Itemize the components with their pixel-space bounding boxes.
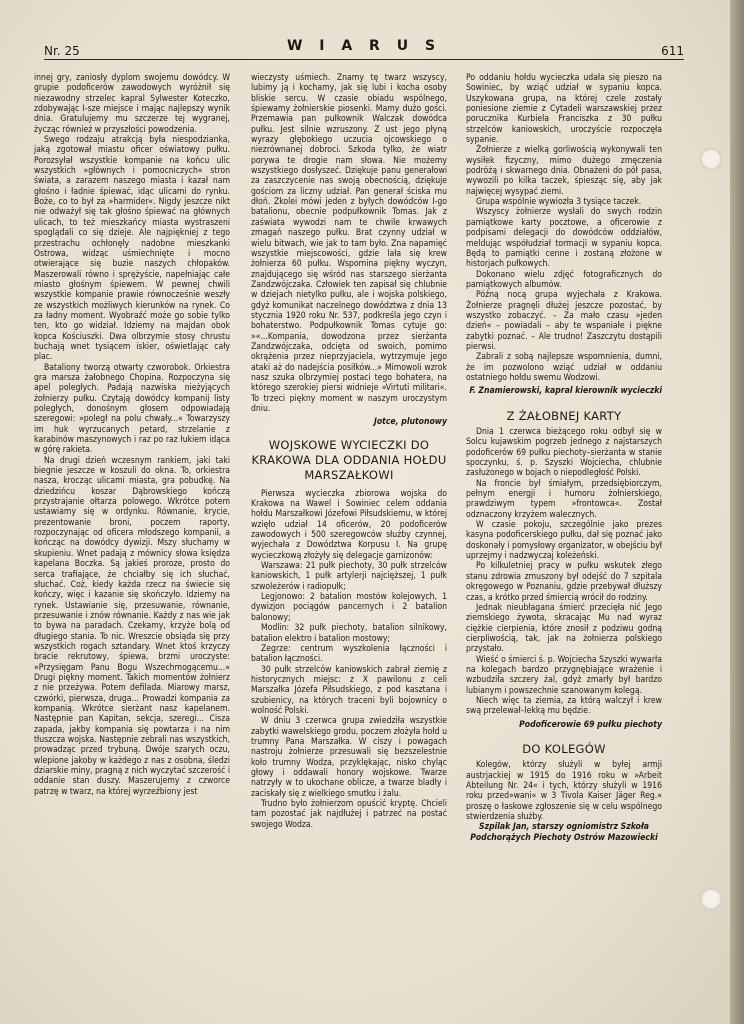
paragraph: Żołnierze z wielką gorliwością wykonywali ten wysiłek fizyczny, mimo dużego zmęczenia podróżą i skwarnego dnia. Obnażeni do pół pasa, wywozili po kilka taczek, śpiesząc się, aby jak najwięcej wysypać ziemi. — [466, 145, 662, 197]
paragraph: Wszyscy żołnierze wysłali do swych rodzin pamiątkowe karty pocztowe, a oficerowie z podpisami delegacji do dowódców oddziałów, meldując współudział tormacji w sypaniu kopca. Będą to pamiątki cenne i zostaną złożone w historjach pułkowych. — [466, 207, 662, 270]
paragraph: Warszawa: 21 pułk piechoty, 30 pułk strzelców kaniowskich, 1 pułk artylerji najcięższej, 1 pułk szwoleżerów i radiopułk; — [251, 561, 447, 592]
paragraph: Jednak nieubłagana śmierć przecięła nić Jego ziemskiego żywota, skracając Mu nad wyraz ciężkie cierpienia, które znosił z podziwu godną cierpliwością, tak, jak na żołnierza polskiego przystało. — [466, 602, 662, 655]
article-heading: DO KOLEGÓW — [522, 741, 606, 756]
column-3 — [466, 73, 662, 843]
paragraph: Wieść o śmierci ś. p. Wojciecha Szyszki wywarła na kolegach bardzo przygnębiające wrażenie i wzbudziła szczery żal, gdyż zmarły był bardzo lubianym i powszechnie szanowanym kolegą. — [466, 654, 662, 696]
paragraph: wieczysty uśmiech. Znamy tę twarz wszyscy, lubimy ją i kochamy, jak się lubi i kocha osoby bliskie sercu. W czasie obiadu wspólnego, śpiewamy żołnierskie piosenki. Mamy dużo gości. Przemawia pan pułkownik Walczak dowódca pułku. Jest silnie wzruszony. Z ust jego płyną wyrazy głębokiego uczucia ojcowskiego o niezrównanej dobroci. Szkoda tylko, że wiatr porywa te drogie nam słowa. Nie możemy wszystkiego dosłyszeć. Dziękuje panu generałowi za zaszczycenie nas swoją obecnością, dziękuje gościom za liczny udział. Pan generał ściska mu dłoń. Zkolei mówi jeden z byłych dowódców I-go batalionu, obecnie podpułkownik Tomas. Jak z zaświata wywodzi nam te chwile krwawych zmagań naszego pułku. Brat czynny udział w wielu bitwach, wie jak to tam było. Zna napamięć wszystkie miejscowości, gdzie lała się krew żołnierza 60 pułku. Wspomina piękny wyczyn, znajdującego się wśród nas starszego sierżanta Zandzwójczaka. Człowiek ten zapisał się chlubnie w dziejach nietylko pułku, ale i wojska polskiego, gdyż komunikat naczelnego dowództwa z dnia 13 stycznia 1920 roku Nr. 537, podkreśla jego czyn i bohaterstwo. Podpułkownik Tomas cytuje go: »«...Kompania, dowodzona przez sierżanta Zandzwójczaka, odcięta od swoich, pomimo okrążenia przez nieprzyjaciela, wytrzymuje jego ataki aż do nadejścia posiłków...» Mimowoli wzrok nasz szuka olbrzymiej postaci tego bohatera, na którego szerokiej piersi widnieje »Virtuti militari«. To trzeci piękny moment w naszym uroczystym dniu. — [251, 73, 447, 414]
header-rule — [44, 59, 684, 60]
paragraph: Na drugi dzień wczesnym rankiem, jaki taki biegnie jeszcze w koszuli do okna. To, orkiestra nasza, krocząc ulicami miasta, gra pobudkę. Na dziedzińcu koszar Dąbrowskiego kończą przystrajanie ołtarza polowego. Wkrótce potem ustawiamy się w ordynku. Równanie, krycie, prezentowanie broni, poczem raporty, rozpoczynając od oficera młodszego kompanii, a kończąc na dowódcy dywizji. Mszy słuchamy w skupieniu. Wnet padają z mównicy słowa księdza kapelana Boczka. Są jakieś proroze, prosto do serca trafiające, że chciałby się ich słuchać, słuchać. Coż, kiedy każda rzecz na świecie się kończy, więc i kazanie się skończyło. Idziemy na rynek. Ustawianie się, przesuwanie, równanie, przesuwanie i znów równanie. Każdy z nas wie jak to bywa na paradach. Czekamy, krzyże bolą od długiego stania. To nic. Wreszcie obsiąda się przy wszystkich rogach sztandary. Wnet ktoś krzyczy bracie rekrutowy, śpiewa, brzmi uroczyste: »Przysięgam Panu Bogu Wszechmogącemu...« Drugi piękny moment. Takich momentów żołnierz z nie przeżywa. Potem defilada. Miarowy marsz, czwórki, pierwsza, druga... Prowadzi kompania za kompanią. Wkrótce sierżant nasz kapelanem. Następnie pan Kapitan, sekcja, szeregi... Cisza zapada, jakby kompania się powtarza i na nim tłuszcza wojska. Następnie zebrali nas wszystkich, prowadząc przed trybuną. Dwóje szarych oczu, wlepione jakoby w każdego z nas z osobna, śledzi dziarskie miny, pragną z nich wyczytać szczerość i oddanie stan duszy. Maszerujemy z czworce patrzę w twarz, na której wyrzeźbiony jest — [34, 455, 230, 797]
paragraph: Trudno było żołnierzom opuścić kryptę. Chcieli tam pozostać jak najdłużej i patrzeć na postać swojego Wodza. — [251, 799, 447, 830]
paragraph: Zegrze: centrum wyszkolenia łączności i batalion łączności. — [251, 643, 447, 665]
paragraph: Pierwsza wycieczka zbiorowa wojska do Krakowa na Wawel i Sowiniec celem oddania hołdu Marszałkowi Józefowi Piłsudskiemu, w której wzięło udział 14 oficerów, 20 podoficerów zawodowych i 500 szeregowców służby czynnej, wyjechała z Dowództwa Korpusu I. Na grupę wycieczkową złożyły się delegacje garnizonów: — [251, 488, 447, 561]
paragraph: Legjonowo: 2 batalion mostów kolejowych, 1 dywizjon pociągów pancernych i 2 batalion balonowy; — [251, 592, 447, 623]
paragraph: W czasie pokoju, szczególnie jako prezes kasyna podoficerskiego pułku, dał się poznać jako doskonały i pomysłowy organizator, w obejściu był uprzejmy i nadzwyczaj koleżeński. — [466, 520, 662, 562]
issue-number: Nr. 25 — [44, 44, 80, 58]
signature: Jotce, plutonowy — [373, 417, 447, 428]
page-header — [44, 36, 684, 60]
paragraph: innej gry, zaniosły dyplom swojemu dowódcy. W grupie podoficerów zawodowych wyróżnił się niezawodny strzelec kapral Sylwester Koteczko, zdobywając I-sze miejsce i mając najlepszy wynik dnia. Gratulujemy mu szczerze tej wygranej, życząc również w przyszłości powodzenia. — [34, 73, 230, 135]
paragraph: Niech więc ta ziemia, za którą walczył i krew swą przelewał–lekką mu będzie. — [466, 695, 662, 717]
paragraph: Kolegów, którzy służyli w byłej armji austrjackiej w 1915 do 1916 roku w »Arbeit Abteilung Nr. 24« i tych, którzy służyli w 1916 roku przed»wani« w 3 Tivola Kaiser Jäger Reg.« proszę o łaskowe zgłoszenie się w celu wspólnego stwierdzenia służby. — [466, 760, 662, 823]
binding-hole — [700, 148, 722, 170]
signature: Podoficerowie 69 pułku piechoty — [519, 719, 662, 730]
paragraph: Grupa wspólnie wywiozła 3 tysiące taczek. — [476, 197, 642, 208]
paragraph: Modlin: 32 pułk piechoty, batalion silnikowy, batalion elektro i batalion mostowy; — [251, 623, 447, 644]
paragraph: W dniu 3 czerwca grupa zwiedziła wszystkie zabytki wawelskiego grodu, poczem złożyła hołd u trumny Pana Marszałka. W ciszy i powagach nastroju żołnierze przesuwali się bezszelestnie koło trumny Wodza, przyklękając, nisko chyląc głowy i oddawali honory wojskowe. Twarze natrzyły w to ukochane oblicze, a twarze bladły i zaciskały się z wielkiego smutku i żalu. — [251, 716, 447, 799]
paragraph: Zabrali z sobą najlepsze wspomnienia, dumni, że im pozwolono wziąć udział w oddaniu ostatniego hołdu swemu Wodzowi. — [466, 352, 662, 383]
paragraph: Po kilkuletniej pracy w pułku wskutek złego stanu zdrowia zmuszony był odejść do 7 szpitala okręgowego w Poznaniu, gdzie przebywał dłuższy czas, a krótko przed śmiercią wrócił do rodziny. — [466, 561, 662, 603]
paragraph: Późną nocą grupa wyjechała z Krakowa. Żołnierze pragnęli dłużej jeszcze pozostać, by wszystko zobaczyć. – Za mało czasu »jeden dzień« – powiadali – aby te wspaniałe i piękne zabytki poznać. – Ale trudno! Zaszczytu dostąpili pierwsi. — [466, 290, 662, 352]
paragraph: Po oddaniu hołdu wycieczka udała się pieszo na Sowiniec, by wziąć udział w sypaniu kopca. Uszykowana grupa, na której czele zostały poniesione ziemie z Cytadeli warszawskiej przez porucznika Kurbiela Franciszka z 30 pułku strzelców kaniowskich, uroczyście rozpoczęła sypanie. — [466, 73, 662, 146]
page-edge-shadow — [730, 0, 744, 1024]
column-2 — [251, 73, 447, 830]
column-1 — [34, 73, 230, 797]
signature: Szpilak Jan, starszy ogniomistrz Szkoła Podchorążych Piechoty Ostrów Mazowiecki — [470, 822, 658, 843]
paragraph: Swego rodzaju atrakcją była niespodzianka, jaką zgotował miastu oficer oświatowy pułku. Porozsyłał wszystkie kompanie na końcu ulic wszystkich »głównych i pomocniczych« stron świata, a zarazem naszego miasta i kazał nam głośno i ładnie śpiewać, idąc ulicami do rynku. Boże, co to był za »harmider«. Nigdy jeszcze nikt nie odważył się tak głośno śpiewać na głównych ulicach, to też mieszkańcy miasta wystraszeni spoglądali co się dzieje. Ale najpiękniej z tego przestrachu ochłonęły nadobne mieszkanki Ostrowa, widząc uśmiechnięte i mocno otwierające się buzie naszych chłopaków. Maszerowali równo i sprężyście, napełniając całe miasto głośnym śpiewem. W pewnej chwili wszystkie kompanie prawie równocześnie weszły ze wszystkich możliwych kierunków na rynek. Co za ładny moment. Wyobraźć może go sobie tylko ten, kto go widział. Idziemy na majdan obok kopca Kościuszki. Dwa olbrzymie stosy chrustu buchają wnet tysiącem iskier, oświetlając cały plac. — [34, 135, 230, 363]
article-heading: Z ŻAŁOBNEJ KARTY — [506, 408, 622, 423]
paragraph: Dokonano wielu zdjęć fotograficznych do pamiątkowych albumów. — [466, 269, 662, 290]
paragraph: Na froncie był śmiałym, przedsiębiorczym, pełnym energji i humoru żołnierskiego, prawdziwym typem »frontowca«. Został odznaczony krzyżem walecznych. — [466, 478, 662, 520]
article-heading: WOJSKOWE WYCIECZKI DO KRAKOWA DLA ODDANIA HOŁDU MARSZAŁKOWI — [251, 437, 447, 482]
paragraph: 30 pułk strzelców kaniowskich zabrał ziemię z historycznych miejsc: z X pawilonu z celi Marszałka Józefa Piłsudskiego, z pod kasztana i szubienicy, na których traceni byli bojownicy o wolność Polski. — [251, 664, 447, 716]
journal-title: W I A R U S — [286, 38, 442, 54]
page-number: 611 — [661, 44, 684, 58]
paragraph: Dnia 1 czerwca bieżącego roku odbył się w Solcu kujawskim pogrzeb jednego z najstarszych podoficerów 69 pułku piechoty–sierżanta w stanie spoczynku, ś. p. Szyszki Wojciecha, chlubnie zasłużonego w bojach o niepodległość Polski. — [466, 427, 662, 479]
paragraph: Bataliony tworzą otwarty czworobok. Orkiestra gra marsza żałobnego Chopina. Rozpoczyna się apel poległych. Padają nazwiska nieżyjących żołnierzy pułku. Czytają dowódcy kompanij listy poległych, donośnym głosem odpowiadają szeregowi: »poległ na polu chwały...« Towarzyszy im huk wyrzucanych petard, strzelanie z karabinów maszynowych i raz po raz łukiem idąca w górę rakieta. — [34, 362, 230, 456]
signature: F. Znamierowski, kapral kierownik wycieczki — [469, 386, 662, 397]
binding-hole — [700, 888, 722, 910]
